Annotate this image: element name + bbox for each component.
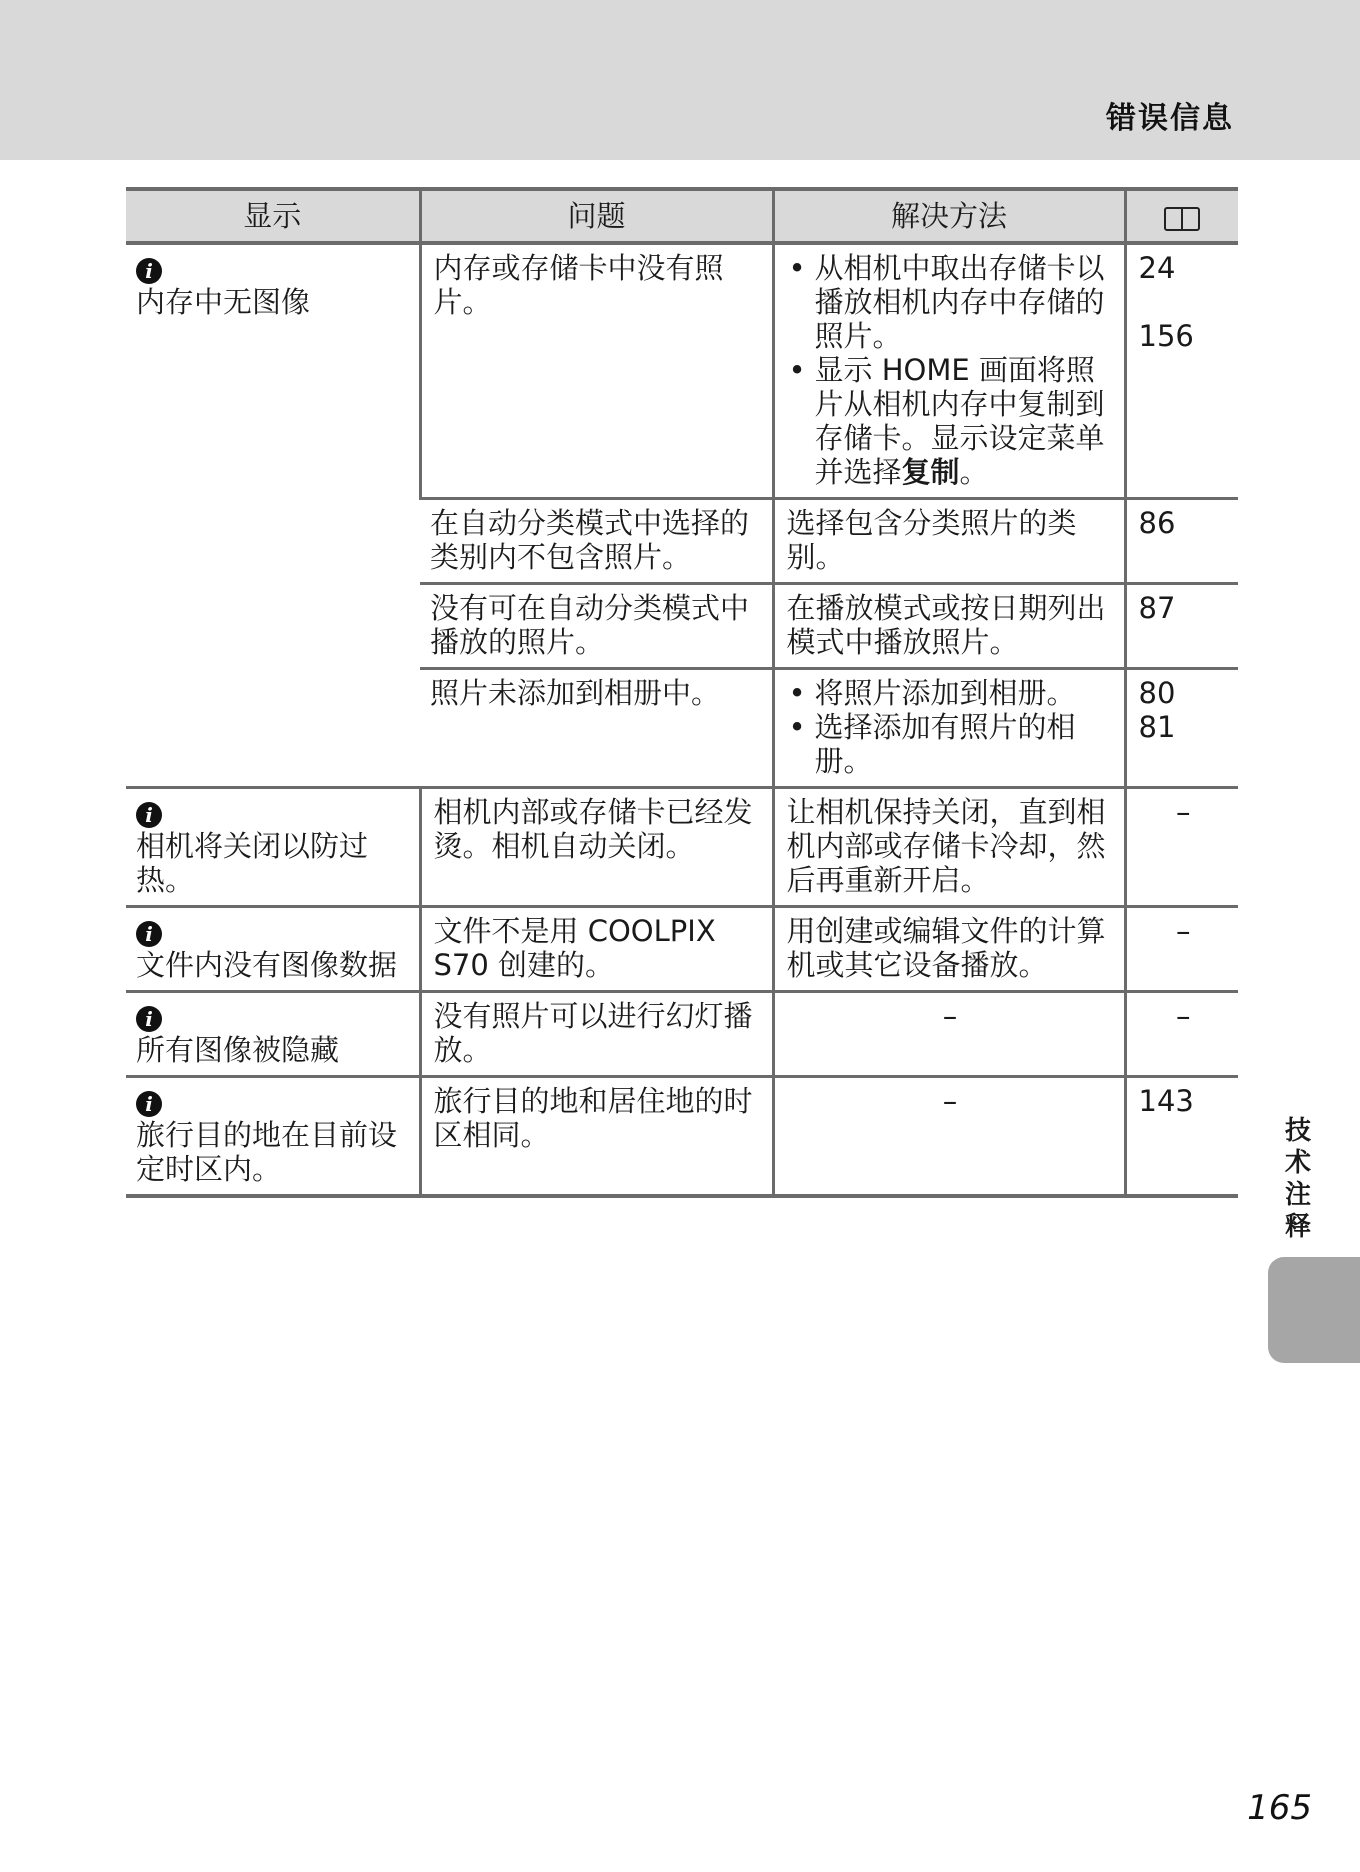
page-reference: 86: [1138, 506, 1176, 540]
info-icon: i: [136, 921, 162, 947]
page-reference: 81: [1138, 710, 1176, 744]
solution-text: 在播放模式或按日期列出模式中播放照片。: [786, 591, 1106, 659]
problem-cell: [420, 907, 773, 992]
column-header-reference: [1125, 189, 1238, 243]
page-reference: 24: [1138, 251, 1176, 285]
problem-cell: [420, 1077, 773, 1197]
table-row: [126, 243, 1238, 499]
column-header-solution: 解决方法: [773, 189, 1125, 243]
list-item: • 从相机中取出存储卡以播放相机内存中存储的照片。: [787, 251, 1114, 353]
column-header-problem: 问题: [420, 189, 773, 243]
problem-text: 内存或存储卡中没有照片。: [433, 251, 724, 319]
page-reference: 156: [1138, 319, 1194, 353]
info-icon: i: [136, 802, 162, 828]
reference-cell: [1125, 788, 1238, 907]
section-side-tab: [1268, 1257, 1360, 1363]
problem-cell: [420, 499, 773, 584]
problem-text: 照片未添加到相册中。: [430, 676, 721, 710]
book-icon: [1164, 205, 1200, 231]
reference-cell: [1125, 584, 1238, 669]
problem-cell: [420, 992, 773, 1077]
display-message: 所有图像被隐藏: [136, 1033, 340, 1067]
reference-cell: [1125, 907, 1238, 992]
problem-text: 没有照片可以进行幻灯播放。: [433, 999, 753, 1067]
page-reference: –: [1176, 914, 1191, 948]
solution-text: 显示 HOME 画面将照片从相机内存中复制到存储卡。显示设定菜单并选择: [814, 353, 1105, 489]
problem-text: 没有可在自动分类模式中播放的照片。: [430, 591, 750, 659]
solution-cell: [773, 788, 1125, 907]
section-side-label: 技术注释: [1284, 1116, 1311, 1242]
column-header-display: 显示: [126, 189, 420, 243]
table-row: [126, 1077, 1238, 1197]
problem-text: 在自动分类模式中选择的类别内不包含照片。: [430, 506, 750, 574]
list-item: • 选择添加有照片的相册。: [787, 710, 1114, 778]
page-reference: 143: [1138, 1084, 1194, 1118]
display-message: 旅行目的地在目前设定时区内。: [136, 1118, 398, 1186]
problem-cell: [420, 788, 773, 907]
page-title: 错误信息: [1106, 101, 1234, 136]
table-row: [126, 992, 1238, 1077]
table-row: [126, 788, 1238, 907]
info-icon: i: [136, 258, 162, 284]
list-item: • 将照片添加到相册。: [787, 676, 1114, 710]
display-cell: [126, 788, 420, 907]
display-cell: [126, 243, 420, 788]
solution-text: –: [942, 1084, 958, 1118]
solution-text: 让相机保持关闭，直到相机内部或存储卡冷却，然后再重新开启。: [786, 795, 1106, 897]
table-row: [126, 907, 1238, 992]
problem-text: 相机内部或存储卡已经发烫。相机自动关闭。: [433, 795, 753, 863]
problem-cell: [420, 243, 773, 499]
solution-text: 选择包含分类照片的类别。: [786, 506, 1077, 574]
table-header-row: [126, 189, 1238, 243]
info-icon: i: [136, 1006, 162, 1032]
solution-cell: [773, 243, 1125, 499]
page-reference: 87: [1138, 591, 1176, 625]
solution-list: [787, 676, 1114, 778]
problem-text: 旅行目的地和居住地的时区相同。: [433, 1084, 753, 1152]
list-item: [787, 353, 1114, 489]
info-icon: i: [136, 1091, 162, 1117]
page-reference: –: [1176, 999, 1191, 1033]
solution-cell: [773, 584, 1125, 669]
solution-text-suffix: 。: [959, 455, 989, 489]
page-reference: 80: [1138, 676, 1176, 710]
display-message: 相机将关闭以防过热。: [136, 829, 369, 897]
solution-list: [787, 251, 1114, 489]
solution-cell: [773, 907, 1125, 992]
display-cell: [126, 1077, 420, 1197]
problem-cell: [420, 584, 773, 669]
solution-cell: [773, 1077, 1125, 1197]
reference-cell: [1125, 499, 1238, 584]
page-number: 165: [1247, 1788, 1312, 1828]
reference-cell: [1125, 992, 1238, 1077]
solution-text: 用创建或编辑文件的计算机或其它设备播放。: [786, 914, 1106, 982]
reference-cell: [1125, 243, 1238, 499]
display-message: 文件内没有图像数据: [136, 948, 398, 982]
problem-cell: [420, 669, 773, 788]
page-reference: –: [1176, 795, 1191, 829]
solution-cell: [773, 992, 1125, 1077]
reference-cell: [1125, 669, 1238, 788]
problem-text: 文件不是用 COOLPIX S70 创建的。: [433, 914, 716, 982]
solution-text: –: [942, 999, 958, 1033]
display-cell: [126, 992, 420, 1077]
menu-option-copy: 复制: [901, 455, 960, 489]
display-cell: [126, 907, 420, 992]
reference-cell: [1125, 1077, 1238, 1197]
solution-cell: [773, 499, 1125, 584]
display-message: 内存中无图像: [136, 285, 311, 319]
solution-cell: [773, 669, 1125, 788]
error-messages-table: [126, 187, 1238, 1198]
